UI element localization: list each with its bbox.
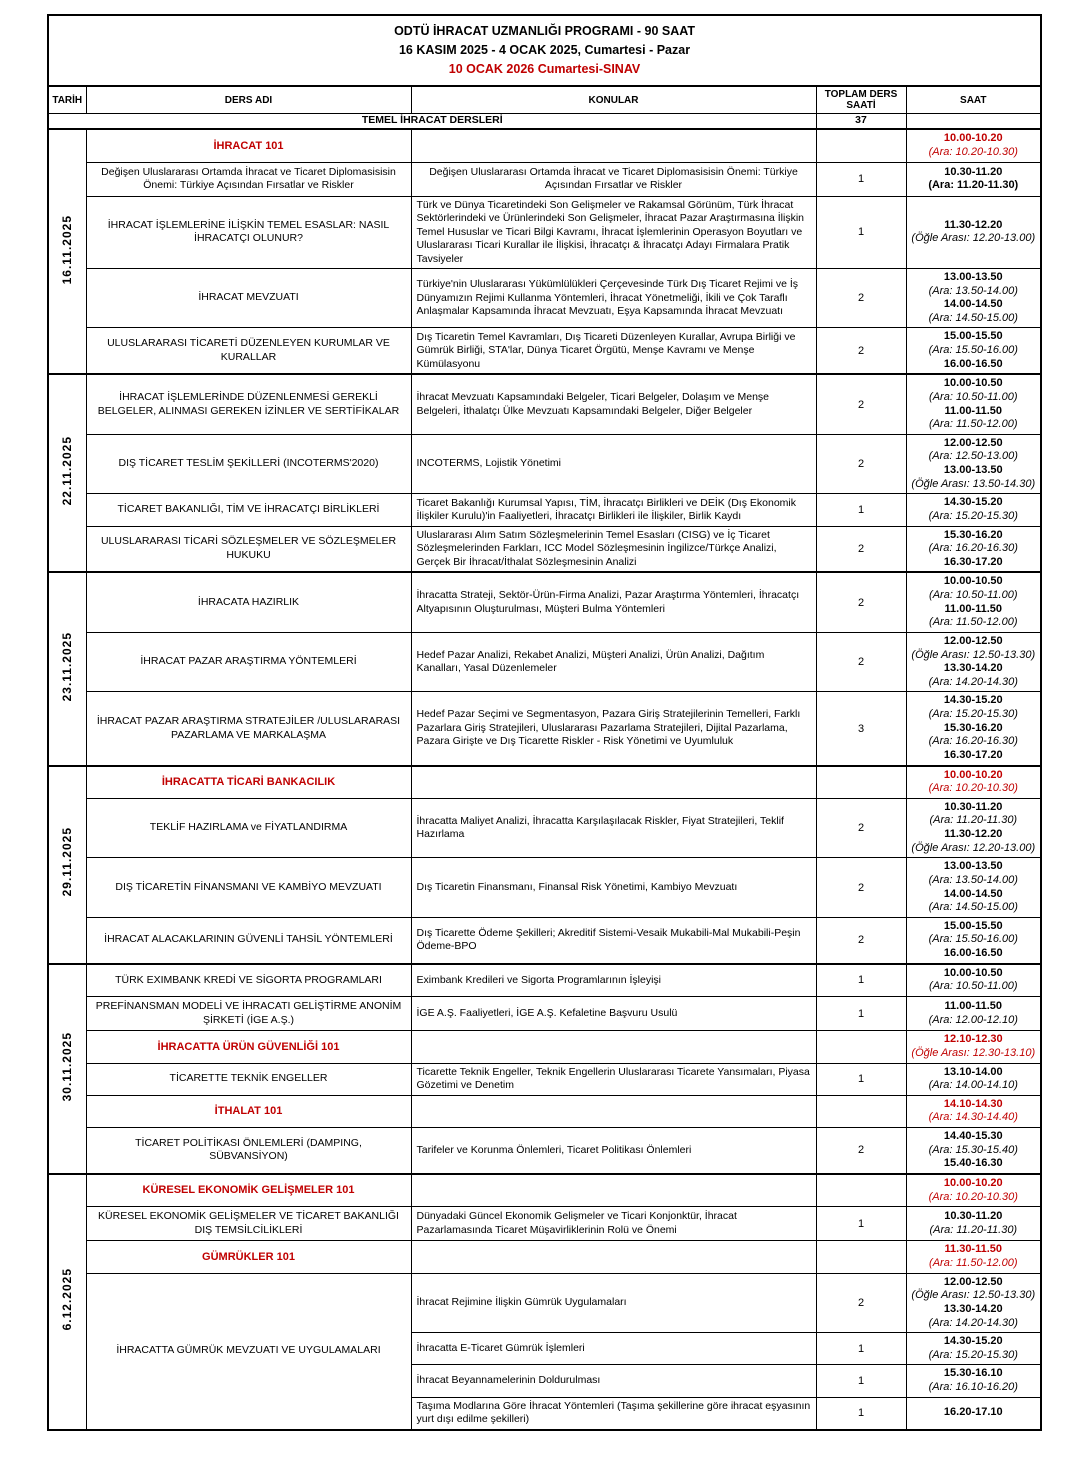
title-line-2: 16 KASIM 2025 - 4 OCAK 2025, Cumartesi - Pazar	[398, 42, 691, 57]
break-slot: (Ara: 15.50-16.00)	[928, 344, 1018, 357]
topics-cell: Dış Ticarette Ödeme Şekilleri; Akreditif Sistemi-Vesaik Mukabili-Mal Mukabili-Peşin Ödeme-BPO	[411, 917, 816, 963]
time-cell	[906, 328, 1041, 374]
schedule-row	[48, 858, 1041, 918]
topics-cell	[411, 1241, 816, 1273]
break-slot: (Öğle Arası: 12.50-13.30)	[911, 648, 1036, 661]
course-name-cell: İHRACATTA ÜRÜN GÜVENLİĞİ 101	[86, 1031, 411, 1063]
time-slot: 14.30-15.20	[943, 496, 1003, 509]
schedule-row	[48, 162, 1041, 196]
break-slot: (Ara: 16.10-16.20)	[928, 1381, 1018, 1394]
time-slot: 11.30-12.20	[944, 828, 1003, 841]
time-cell	[906, 162, 1041, 196]
schedule-row	[48, 1063, 1041, 1095]
time-cell	[906, 1031, 1041, 1063]
course-name-cell: İHRACAT PAZAR ARAŞTIRMA YÖNTEMLERİ	[86, 632, 411, 692]
break-slot: (Ara: 12.00-12.10)	[928, 1013, 1018, 1026]
topics-cell: Türk ve Dünya Ticaretindeki Son Gelişmeler ve Rakamsal Görünüm, Türk İhracat Sektörlerindeki ve Ürünlerindeki Son Gelişmeler, İhracat Pazar Araştırmasına İlişkin Temel Hususlar ve Ticari Bilgi Kavramı, İhracat İşlemlerinin Operasyon Boyutları ve Uluslararası Ticari Kurallar ile İlişkisi, İhracatçı & İhracatçı Adayı Firmalara Pratik Tavsiyeler	[411, 196, 816, 268]
break-slot: (Ara: 15.30-15.40)	[928, 1143, 1018, 1156]
time-cell	[906, 996, 1041, 1030]
column-header-konular: KONULAR	[411, 86, 816, 114]
time-slot: 11.00-11.50	[944, 602, 1003, 615]
hours-cell	[816, 1174, 906, 1207]
schedule-row	[48, 374, 1041, 434]
time-cell	[906, 526, 1041, 572]
hours-cell	[816, 129, 906, 162]
schedule-row	[48, 526, 1041, 572]
time-cell	[906, 1174, 1041, 1207]
topics-cell	[411, 1174, 816, 1207]
time-slot: 10.30-11.20	[944, 800, 1003, 813]
time-cell	[906, 1207, 1041, 1241]
date-cell	[48, 964, 86, 1174]
break-slot: (Ara: 14.30-14.40)	[928, 1111, 1018, 1124]
time-cell	[906, 917, 1041, 963]
time-slot: 13.00-13.50	[943, 860, 1003, 873]
course-name-cell: TİCARETTE TEKNİK ENGELLER	[86, 1063, 411, 1095]
time-cell	[906, 1397, 1041, 1429]
schedule-table	[47, 14, 1042, 1431]
time-slot: 14.10-14.30	[943, 1097, 1003, 1110]
topics-cell	[411, 1031, 816, 1063]
break-slot: (Öğle Arası: 13.50-14.30)	[911, 477, 1036, 490]
time-cell	[906, 1063, 1041, 1095]
time-slot: 14.40-15.30	[943, 1130, 1003, 1142]
time-slot: 16.20-17.10	[943, 1406, 1003, 1419]
time-slot: 15.30-16.20	[943, 721, 1003, 734]
column-header-saat: SAAT	[906, 86, 1041, 114]
break-slot: (Ara: 15.50-16.00)	[928, 933, 1018, 946]
break-slot: (Ara: 10.50-11.00)	[929, 390, 1018, 403]
time-slot: 10.00-10.20	[943, 768, 1003, 781]
time-cell	[906, 692, 1041, 766]
time-slot: 11.30-12.20	[944, 218, 1003, 231]
hours-cell	[816, 766, 906, 799]
document-title	[48, 15, 1041, 86]
topics-cell: Eximbank Kredileri ve Sigorta Programlarının İşleyişi	[411, 964, 816, 997]
title-line-exam: 10 OCAK 2026 Cumartesi-SINAV	[448, 61, 641, 76]
topics-cell: Değişen Uluslararası Ortamda İhracat ve Ticaret Diplomasisisin Önemi: Türkiye Açısından Fırsatlar ve Riskler	[411, 162, 816, 196]
course-name-cell: İHRACATA HAZIRLIK	[86, 572, 411, 632]
time-slot: 15.40-16.30	[943, 1157, 1003, 1170]
time-slot: 10.30-11.20	[944, 165, 1003, 178]
topics-cell: İhracat Mevzuatı Kapsamındaki Belgeler, Ticari Belgeler, Dolaşım ve Menşe Belgeleri, İthalatçı Ülke Mevzuatı Kapsamındaki Belgeler, Diğer Belgeler	[411, 374, 816, 434]
break-slot: (Ara: 10.50-11.00)	[929, 980, 1018, 993]
topics-cell: İhracatta Maliyet Analizi, İhracatta Karşılaşılacak Riskler, Fiyat Stratejileri, Teklif Hazırlama	[411, 798, 816, 858]
hours-cell	[816, 1095, 906, 1127]
column-header-tarih: TARİH	[48, 86, 86, 114]
title-line-1: ODTÜ İHRACAT UZMANLIĞI PROGRAMI - 90 SAAT	[394, 24, 695, 38]
hours-cell: 3	[816, 692, 906, 766]
time-cell	[906, 858, 1041, 918]
time-cell	[906, 572, 1041, 632]
course-name-cell: İHRACATTA GÜMRÜK MEVZUATI VE UYGULAMALARI	[86, 1273, 411, 1429]
hours-cell: 2	[816, 374, 906, 434]
hours-cell: 2	[816, 526, 906, 572]
hours-cell: 1	[816, 1063, 906, 1095]
time-cell	[906, 1128, 1041, 1174]
course-name-cell: TİCARET BAKANLIĞI, TİM VE İHRACATÇI BİRLİKLERİ	[86, 494, 411, 526]
hours-cell: 2	[816, 632, 906, 692]
time-slot: 11.00-11.50	[944, 999, 1003, 1012]
time-slot: 14.00-14.50	[943, 298, 1003, 311]
course-name-cell: TÜRK EXIMBANK KREDİ VE SİGORTA PROGRAMLARI	[86, 964, 411, 997]
topics-cell: İhracatta Strateji, Sektör-Ürün-Firma Analizi, Pazar Araştırma Yöntemleri, İhracatçı Altyapısının Oluşturulması, Müşteri Bulma Yöntemleri	[411, 572, 816, 632]
break-slot: (Ara: 10.20-10.30)	[928, 1190, 1018, 1203]
hours-cell	[816, 1241, 906, 1273]
schedule-row	[48, 328, 1041, 374]
break-slot: (Ara: 11.20-11.30)	[929, 814, 1018, 827]
time-slot: 11.30-11.50	[944, 1243, 1003, 1256]
course-name-cell: İHRACATTA TİCARİ BANKACILIK	[86, 766, 411, 799]
date-label: 16.11.2025	[60, 214, 75, 284]
time-slot: 15.00-15.50	[943, 919, 1003, 932]
hours-cell: 2	[816, 1128, 906, 1174]
break-slot: (Ara: 14.50-15.00)	[928, 311, 1018, 324]
time-cell	[906, 1095, 1041, 1127]
topics-cell: Dünyadaki Güncel Ekonomik Gelişmeler ve Ticari Konjonktür, İhracat Pazarlamasında Ticaret Müşavirliklerinin Rolü ve Önemi	[411, 1207, 816, 1241]
time-cell	[906, 268, 1041, 328]
time-slot: 10.00-10.50	[943, 377, 1003, 390]
break-slot: (Ara: 15.20-15.30)	[928, 708, 1018, 721]
schedule-row	[48, 632, 1041, 692]
date-label: 22.11.2025	[60, 436, 75, 506]
date-label: 29.11.2025	[60, 827, 75, 897]
time-slot: 12.10-12.30	[943, 1033, 1003, 1046]
schedule-row	[48, 129, 1041, 162]
course-name-cell: İHRACAT PAZAR ARAŞTIRMA STRATEJİLER /ULUSLARARASI PAZARLAMA VE MARKALAŞMA	[86, 692, 411, 766]
time-cell	[906, 374, 1041, 434]
break-slot: (Ara: 11.50-12.00)	[929, 616, 1018, 629]
time-slot: 16.30-17.20	[943, 555, 1003, 568]
topics-cell: İhracatta E-Ticaret Gümrük İşlemleri	[411, 1333, 816, 1365]
hours-cell: 2	[816, 268, 906, 328]
hours-cell: 1	[816, 1333, 906, 1365]
date-cell	[48, 572, 86, 765]
course-name-cell: PREFİNANSMAN MODELİ VE İHRACATI GELİŞTİRME ANONİM ŞİRKETİ (İGE A.Ş.)	[86, 996, 411, 1030]
time-slot: 12.00-12.50	[943, 436, 1003, 449]
time-slot: 14.30-15.20	[943, 694, 1003, 707]
topics-cell: Hedef Pazar Analizi, Rekabet Analizi, Müşteri Analizi, Ürün Analizi, Dağıtım Kanalları, Yasal Düzenlemeler	[411, 632, 816, 692]
schedule-row	[48, 1031, 1041, 1063]
break-slot: (Ara: 10.20-10.30)	[928, 782, 1018, 795]
topics-cell: Tarifeler ve Korunma Önlemleri, Ticaret Politikası Önlemleri	[411, 1128, 816, 1174]
time-cell	[906, 964, 1041, 997]
column-header-row	[48, 86, 1041, 114]
column-header-toplam-ders-saati: TOPLAM DERS SAATİ	[816, 86, 906, 114]
topics-cell: Taşıma Modlarına Göre İhracat Yöntemleri (Taşıma şekillerine göre ihracat eşyasının yurt dışı edilme şekilleri)	[411, 1397, 816, 1429]
break-slot: (Ara: 14.50-15.00)	[928, 901, 1018, 914]
time-cell	[906, 1365, 1041, 1397]
course-name-cell: TİCARET POLİTİKASI ÖNLEMLERİ (DAMPING, SÜBVANSİYON)	[86, 1128, 411, 1174]
schedule-row	[48, 1273, 1041, 1333]
break-slot: (Ara: 11.20-11.30)	[928, 179, 1019, 192]
time-cell	[906, 632, 1041, 692]
schedule-row	[48, 434, 1041, 494]
hours-cell: 1	[816, 494, 906, 526]
time-slot: 15.00-15.50	[943, 330, 1003, 343]
hours-cell: 2	[816, 858, 906, 918]
time-cell	[906, 1273, 1041, 1333]
course-name-cell: İHRACAT 101	[86, 129, 411, 162]
hours-cell: 2	[816, 798, 906, 858]
hours-cell: 1	[816, 162, 906, 196]
schedule-row	[48, 268, 1041, 328]
time-slot: 10.00-10.20	[943, 132, 1003, 145]
time-slot: 13.10-14.00	[943, 1065, 1003, 1078]
time-cell	[906, 494, 1041, 526]
course-name-cell: KÜRESEL EKONOMİK GELİŞMELER 101	[86, 1174, 411, 1207]
topics-cell: İGE A.Ş. Faaliyetleri, İGE A.Ş. Kefaletine Başvuru Usulü	[411, 996, 816, 1030]
topics-cell: İhracat Rejimine İlişkin Gümrük Uygulamaları	[411, 1273, 816, 1333]
break-slot: (Ara: 15.20-15.30)	[928, 1348, 1018, 1361]
time-slot: 10.00-10.50	[943, 966, 1003, 979]
course-name-cell: İHRACAT MEVZUATI	[86, 268, 411, 328]
topics-cell	[411, 1095, 816, 1127]
course-name-cell: DIŞ TİCARET TESLİM ŞEKİLLERİ (INCOTERMS'2020)	[86, 434, 411, 494]
topics-cell	[411, 766, 816, 799]
topics-cell	[411, 129, 816, 162]
topics-cell: Uluslararası Alım Satım Sözleşmelerinin Temel Esasları (CISG) ve İç Ticaret Sözleşmelerinden Farkları, ICC Model Sözleşmesinin İngilizce/Türkçe Analizi, Gerçek Bir İhracat/İthalat Sözleşmesinin Analizi	[411, 526, 816, 572]
schedule-row	[48, 917, 1041, 963]
schedule-row	[48, 1128, 1041, 1174]
title-row	[48, 15, 1041, 86]
break-slot: (Ara: 14.00-14.10)	[928, 1079, 1018, 1092]
time-slot: 13.30-14.20	[943, 1302, 1003, 1315]
break-slot: (Öğle Arası: 12.20-13.00)	[911, 232, 1036, 245]
break-slot: (Ara: 16.20-16.30)	[928, 542, 1018, 555]
topics-cell: Hedef Pazar Seçimi ve Segmentasyon, Pazara Giriş Stratejilerinin Temelleri, Farklı Pazarlara Giriş Stratejileri, Uluslararası Pazarlama Stratejileri, Dijital Pazarlama, Pazara Girişte ve Dış Ticarette Riskler - Risk Yönetimi ve Uyumluluk	[411, 692, 816, 766]
hours-cell: 2	[816, 1273, 906, 1333]
schedule-row	[48, 494, 1041, 526]
time-slot: 13.00-13.50	[943, 464, 1003, 477]
break-slot: (Öğle Arası: 12.20-13.00)	[911, 841, 1036, 854]
section-header-row	[48, 114, 1041, 130]
time-slot: 16.00-16.50	[943, 357, 1003, 370]
time-slot: 15.30-16.20	[943, 528, 1003, 541]
time-cell	[906, 1333, 1041, 1365]
course-name-cell: KÜRESEL EKONOMİK GELİŞMELER VE TİCARET BAKANLIĞI DIŞ TEMSİLCİLİKLERİ	[86, 1207, 411, 1241]
section-title: TEMEL İHRACAT DERSLERİ	[48, 114, 816, 130]
break-slot: (Ara: 11.50-12.00)	[929, 418, 1018, 431]
schedule-row	[48, 798, 1041, 858]
time-slot: 16.30-17.20	[943, 748, 1003, 761]
schedule-row	[48, 766, 1041, 799]
time-cell	[906, 798, 1041, 858]
hours-cell: 2	[816, 328, 906, 374]
hours-cell: 2	[816, 434, 906, 494]
hours-cell: 2	[816, 917, 906, 963]
time-slot: 10.00-10.50	[943, 575, 1003, 588]
time-slot: 12.00-12.50	[943, 1275, 1003, 1288]
time-slot: 14.00-14.50	[943, 887, 1003, 900]
schedule-row	[48, 196, 1041, 268]
break-slot: (Ara: 10.50-11.00)	[929, 589, 1018, 602]
schedule-row	[48, 964, 1041, 997]
course-name-cell: DIŞ TİCARETİN FİNANSMANI VE KAMBİYO MEVZUATI	[86, 858, 411, 918]
time-cell	[906, 434, 1041, 494]
hours-cell: 1	[816, 1365, 906, 1397]
date-label: 6.12.2025	[60, 1268, 75, 1331]
course-name-cell: İTHALAT 101	[86, 1095, 411, 1127]
section-total-hours: 37	[816, 114, 906, 130]
hours-cell: 2	[816, 572, 906, 632]
time-slot: 13.30-14.20	[943, 662, 1003, 675]
break-slot: (Ara: 15.20-15.30)	[928, 509, 1018, 522]
hours-cell	[816, 1031, 906, 1063]
break-slot: (Ara: 11.50-12.00)	[929, 1257, 1018, 1270]
time-slot: 15.30-16.10	[943, 1367, 1003, 1380]
schedule-row	[48, 1095, 1041, 1127]
time-slot: 12.00-12.50	[943, 634, 1003, 647]
schedule-row	[48, 1241, 1041, 1273]
topics-cell: Dış Ticaretin Temel Kavramları, Dış Ticareti Düzenleyen Kurallar, Avrupa Birliği ve Gümrük Birliği, STA'lar, Dünya Ticaret Örgütü, Menşe Kavramı ve Menşe Kümülasyonu	[411, 328, 816, 374]
topics-cell: İhracat Beyannamelerinin Doldurulması	[411, 1365, 816, 1397]
course-name-cell: ULUSLARARASI TİCARİ SÖZLEŞMELER VE SÖZLEŞMELER HUKUKU	[86, 526, 411, 572]
time-cell	[906, 196, 1041, 268]
date-cell	[48, 766, 86, 964]
schedule-body	[48, 129, 1041, 1429]
break-slot: (Ara: 13.50-14.00)	[928, 873, 1018, 886]
schedule-row	[48, 1207, 1041, 1241]
course-name-cell: İHRACAT İŞLEMLERİNDE DÜZENLENMESİ GEREKLİ BELGELER, ALINMASI GEREKEN İZİNLER VE SERTİFİKALAR	[86, 374, 411, 434]
schedule-row	[48, 1174, 1041, 1207]
schedule-row	[48, 692, 1041, 766]
topics-cell: INCOTERMS, Lojistik Yönetimi	[411, 434, 816, 494]
topics-cell: Ticaret Bakanlığı Kurumsal Yapısı, TİM, İhracatçı Birlikleri ve DEİK (Dış Ekonomik İlişkiler Kurulu)'in Faaliyetleri, İhracatçı Birlikleri ile İlişkiler, Birlik Kaydı	[411, 494, 816, 526]
time-slot: 16.00-16.50	[943, 947, 1003, 960]
break-slot: (Ara: 16.20-16.30)	[928, 735, 1018, 748]
date-label: 30.11.2025	[60, 1031, 75, 1101]
course-name-cell: TEKLİF HAZIRLAMA ve FİYATLANDIRMA	[86, 798, 411, 858]
time-slot: 11.00-11.50	[944, 404, 1003, 417]
time-slot: 10.00-10.20	[943, 1176, 1003, 1189]
schedule-row	[48, 996, 1041, 1030]
time-slot: 13.00-13.50	[943, 270, 1003, 283]
date-label: 23.11.2025	[60, 631, 75, 702]
course-name-cell: İHRACAT İŞLEMLERİNE İLİŞKİN TEMEL ESASLAR: NASIL İHRACATÇI OLUNUR?	[86, 196, 411, 268]
hours-cell: 1	[816, 1207, 906, 1241]
time-slot: 14.30-15.20	[943, 1335, 1003, 1348]
course-name-cell: İHRACAT ALACAKLARININ GÜVENLİ TAHSİL YÖNTEMLERİ	[86, 917, 411, 963]
topics-cell: Türkiye'nin Uluslararası Yükümlülükleri Çerçevesinde Türk Dış Ticaret Rejimi ve İş Dünyamızın Rejimi Kullanma Yöntemleri, İhracat Yönetmeliği, İkili ve Çok Taraflı Anlaşmalar Kapsamında İhracat Mevzuatı, Eşya Kapsamında İhracat Mevzuatı	[411, 268, 816, 328]
course-name-cell: ULUSLARARASI TİCARETİ DÜZENLEYEN KURUMLAR VE KURALLAR	[86, 328, 411, 374]
break-slot: (Ara: 13.50-14.00)	[928, 284, 1018, 297]
section-header-saat-empty	[906, 114, 1041, 130]
hours-cell: 1	[816, 1397, 906, 1429]
hours-cell: 1	[816, 964, 906, 997]
hours-cell: 1	[816, 996, 906, 1030]
topics-cell: Dış Ticaretin Finansmanı, Finansal Risk Yönetimi, Kambiyo Mevzuatı	[411, 858, 816, 918]
schedule-row	[48, 572, 1041, 632]
time-cell	[906, 129, 1041, 162]
time-cell	[906, 766, 1041, 799]
break-slot: (Öğle Arası: 12.50-13.30)	[911, 1289, 1036, 1302]
course-name-cell: GÜMRÜKLER 101	[86, 1241, 411, 1273]
hours-cell: 1	[816, 196, 906, 268]
topics-cell: Ticarette Teknik Engeller, Teknik Engellerin Uluslararası Ticarete Yansımaları, Piyasa Gözetimi ve Denetim	[411, 1063, 816, 1095]
date-cell	[48, 374, 86, 572]
break-slot: (Ara: 12.50-13.00)	[928, 450, 1018, 463]
break-slot: (Ara: 14.20-14.30)	[928, 675, 1018, 688]
break-slot: (Öğle Arası: 12.30-13.10)	[911, 1046, 1036, 1059]
date-cell	[48, 1174, 86, 1430]
time-slot: 10.30-11.20	[944, 1210, 1003, 1223]
break-slot: (Ara: 11.20-11.30)	[929, 1223, 1018, 1236]
break-slot: (Ara: 14.20-14.30)	[928, 1316, 1018, 1329]
date-cell	[48, 129, 86, 374]
break-slot: (Ara: 10.20-10.30)	[928, 145, 1018, 158]
column-header-ders-adi: DERS ADI	[86, 86, 411, 114]
course-name-cell: Değişen Uluslararası Ortamda İhracat ve Ticaret Diplomasisisin Önemi: Türkiye Açısından Fırsatlar ve Riskler	[86, 162, 411, 196]
time-cell	[906, 1241, 1041, 1273]
